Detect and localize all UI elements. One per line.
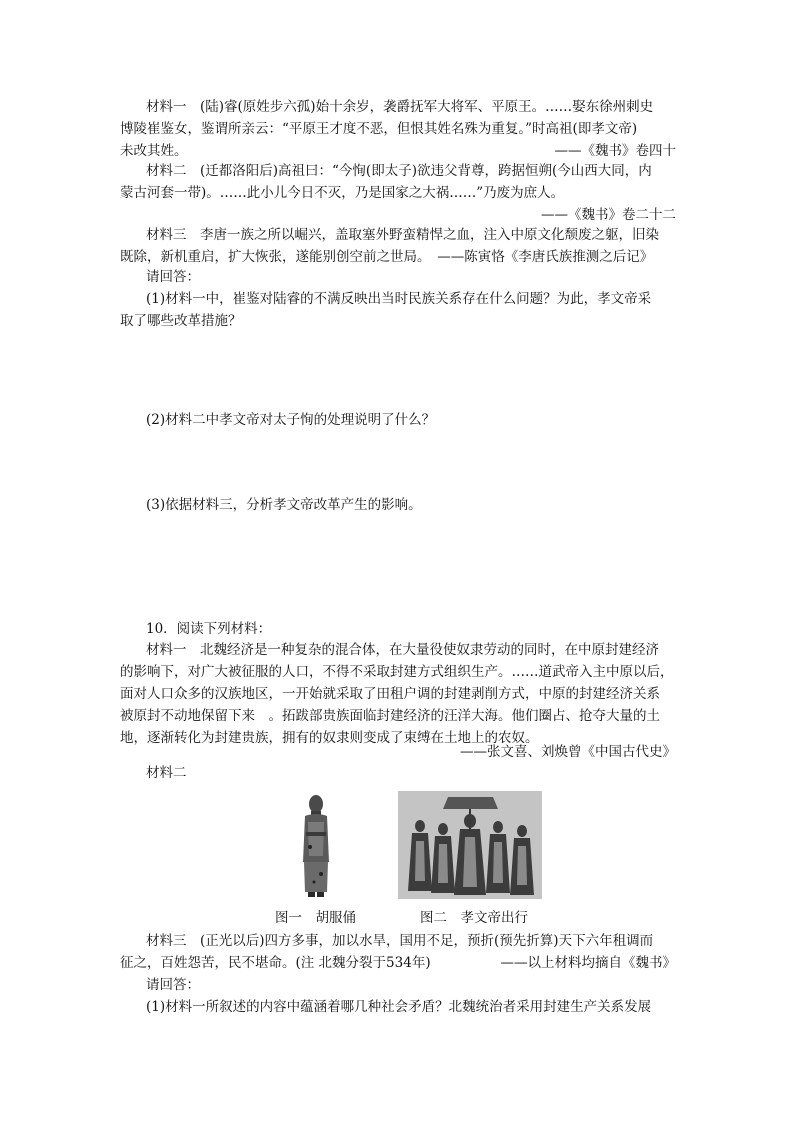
procession-image	[398, 791, 542, 899]
q10-material2-label: 材料二	[146, 765, 187, 781]
q9-material1-line2: 博陵崔鉴女，鉴谓所亲云：“平原王才度不恶，但恨其姓名殊为重复。”时高祖(即孝文帝)	[120, 121, 638, 137]
q10-material3-line2: 征之，百姓怨苦，民不堪命。(注 北魏分裂于534年)	[120, 955, 431, 971]
q10-intro: 10．阅读下列材料：	[146, 621, 272, 637]
q10-material1-line3: 面对人口众多的汉族地区，一开始就采取了田租户调的封建剥削方式，中原的封建经济关系	[120, 686, 660, 702]
q10-material3-line1: 材料三 (正光以后)四方多事，加以水旱，国用不足，预折(预先折算)天下六年租调而	[146, 933, 654, 949]
figurine-image	[296, 792, 336, 898]
q9-question2: (2)材料二中孝文帝对太子恂的处理说明了什么？	[146, 412, 436, 428]
q9-material3-line1: 材料三 李唐一族之所以崛兴，盖取塞外野蛮精悍之血，注入中原文化颓废之躯，旧染	[146, 227, 659, 243]
q10-material1-line2: 的影响下，对广大被征服的人口，不得不采取封建方式组织生产。……道武帝入主中原以后，	[120, 664, 674, 680]
q9-material1-line3: 未改其姓。	[120, 143, 188, 159]
q9-material2-line2: 蒙古河套一带)。……此小儿今日不灭，乃是国家之大祸……”乃废为庶人。	[120, 185, 565, 201]
q9-material2-source: ——《魏书》卷二十二	[541, 207, 676, 223]
q9-material2-line1: 材料二 (迁都洛阳后)高祖曰：“今恂(即太子)欲违父背尊，跨据恒朔(今山西大同，内	[146, 163, 652, 179]
q9-material1-line1: 材料一 (陆)睿(原姓步六孤)始十余岁，袭爵抚军大将军、平原王。……娶东徐州刺史	[146, 99, 654, 115]
q10-material1-line1: 材料一 北魏经济是一种复杂的混合体，在大量役使奴隶劳动的同时，在中原封建经济	[146, 642, 659, 658]
q9-question3: (3)依据材料三，分析孝文帝改革产生的影响。	[146, 497, 422, 513]
q9-question1-line1: (1)材料一中，崔鉴对陆睿的不满反映出当时民族关系存在什么问题？为此，孝文帝采	[146, 291, 652, 307]
q10-material1-source: ——张文喜、刘焕曾《中国古代史》	[460, 744, 676, 760]
q9-prompt: 请回答：	[146, 269, 200, 285]
figure1-caption: 图一 胡服俑	[275, 910, 356, 926]
q10-material1-line4: 被原封不动地保留下来 。拓跋部贵族面临封建经济的汪洋大海。他们圈占、抢夺大量的土	[120, 708, 660, 724]
q10-prompt: 请回答：	[146, 977, 200, 993]
q10-question1-line1: (1)材料一所叙述的内容中蕴涵着哪几种社会矛盾？北魏统治者采用封建生产关系发展	[146, 999, 652, 1015]
q9-question1-line2: 取了哪些改革措施？	[120, 313, 242, 329]
figure2-caption: 图二 孝文帝出行	[420, 910, 528, 926]
q10-material3-source: ——以上材料均摘自《魏书》	[500, 955, 676, 971]
q10-material1-line5: 地，逐渐转化为封建贵族，拥有的奴隶则变成了束缚在土地上的农奴。	[120, 730, 539, 746]
q9-material1-source: ——《魏书》卷四十	[554, 143, 676, 159]
q9-material3-line2: 既除，新机重启，扩大恢张，遂能别创空前之世局。 ——陈寅恪《李唐氏族推测之后记》	[120, 249, 654, 265]
